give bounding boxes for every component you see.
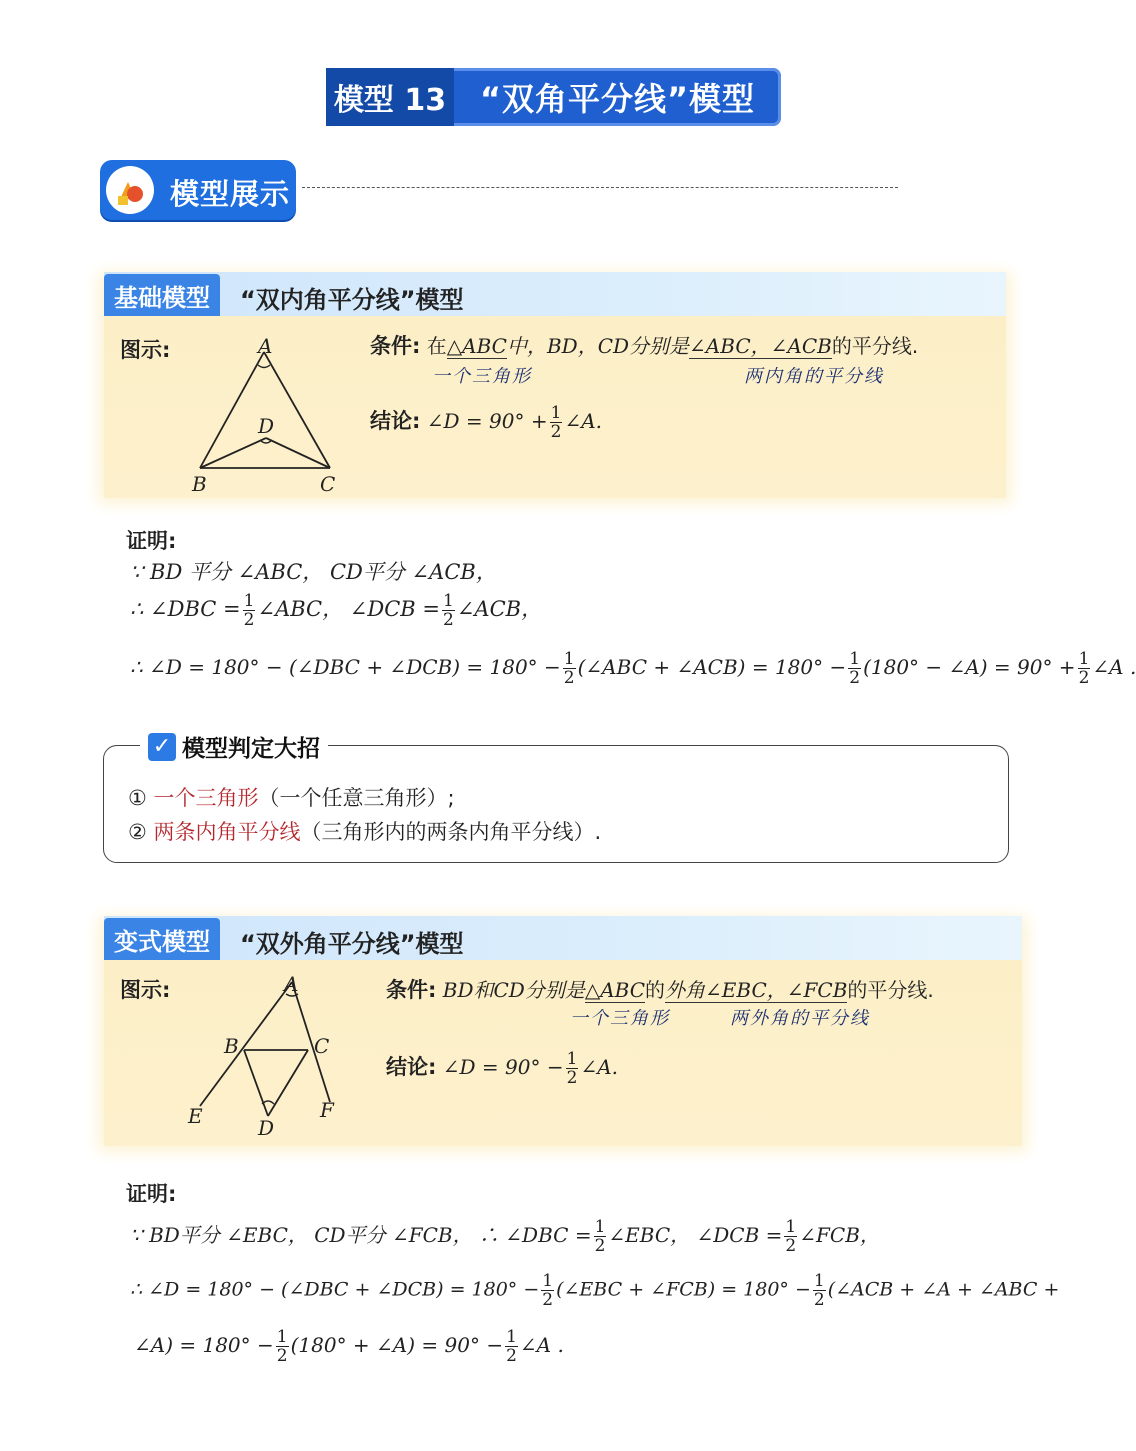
point-e-label: E — [188, 1104, 203, 1128]
page-title — [326, 68, 781, 126]
variant-conclusion-label: 结论: — [386, 1055, 437, 1079]
condition-triangle: △ABC — [446, 334, 507, 358]
section-label: 模型展示 — [170, 177, 291, 211]
conclusion-expr: ∠D = 90° + — [426, 409, 548, 433]
basic-model-tag: 基础模型 — [104, 274, 220, 316]
point-a-label: A — [258, 334, 273, 358]
model-number: 模型 13 — [326, 68, 454, 126]
condition-text: 在 — [426, 334, 447, 358]
basic-conclusion — [370, 404, 602, 441]
basic-proof-line-3: ∴ ∠D = 180° − (∠DBC + ∠DCB) = 180° − $\frac{1}{2}$ (∠ABC + ∠ACB) = 180° − $\frac{1}{2}$ (180° − ∠A) = 90° + $\frac{1}{2}$ ∠A . — [130, 649, 1136, 688]
basic-diagram-label: 图示: — [120, 338, 171, 362]
condition-angles: ∠ABC，∠ACB — [689, 334, 832, 358]
fraction-half: $\frac{1}{2}$ — [550, 403, 562, 442]
variant-proof-line-2: ∴ ∠D = 180° − (∠DBC + ∠DCB) = 180° − $\frac{1}{2}$ (∠EBC + ∠FCB) = 180° − $\frac{1}{2}$ (∠ACB + ∠A + ∠ABC + — [130, 1271, 1060, 1310]
point-a-label: A — [284, 972, 299, 996]
condition-triangle: △ABC — [584, 978, 646, 1002]
checkmark-icon: ✓ — [148, 733, 176, 761]
basic-proof-line-2: ∴ ∠DBC = $\frac{1}{2}$ ∠ABC， ∠DCB = $\frac{1}{2}$ ∠ACB， — [130, 591, 543, 630]
model-name: “双角平分线”模型 — [479, 80, 756, 118]
point-b-label: B — [192, 472, 207, 496]
variant-conclusion — [386, 1050, 618, 1087]
conclusion-expr: ∠A. — [580, 1055, 618, 1079]
variant-proof-line-3: ∠A) = 180° − $\frac{1}{2}$ (180° + ∠A) = 90° − $\frac{1}{2}$ ∠A . — [134, 1327, 564, 1366]
variant-condition-label: 条件: — [386, 978, 437, 1002]
basic-model-title: “双内角平分线”模型 — [240, 286, 464, 314]
point-d-label: D — [258, 414, 275, 438]
condition-angles: 外角∠EBC，∠FCB — [665, 978, 848, 1002]
fraction-half: $\frac{1}{2}$ — [566, 1049, 578, 1088]
point-c-label: C — [314, 1034, 330, 1058]
shapes-icon — [106, 166, 154, 214]
basic-proof-label: 证明: — [126, 529, 177, 553]
condition-text: 的平分线. — [847, 978, 934, 1002]
point-f-label: F — [320, 1098, 334, 1122]
variant-model-tag: 变式模型 — [104, 918, 220, 960]
point-c-label: C — [320, 472, 336, 496]
judge-header — [140, 730, 328, 763]
judge-item-1: ① 一个三角形（一个任意三角形）; — [128, 786, 455, 810]
note-two-exterior-bisectors: 两外角的平分线 — [730, 1008, 870, 1029]
condition-text: BD和CD分别是 — [442, 978, 585, 1002]
condition-text: 中，BD，CD分别是 — [506, 334, 690, 358]
basic-condition — [370, 330, 918, 360]
variant-condition — [386, 974, 934, 1004]
judge-title: 模型判定大招 — [182, 736, 320, 762]
variant-diagram-label: 图示: — [120, 978, 171, 1002]
condition-text: 的平分线. — [831, 334, 919, 358]
variant-model-title: “双外角平分线”模型 — [240, 930, 464, 958]
note-two-interior-bisectors: 两内角的平分线 — [744, 366, 884, 387]
note-one-triangle: 一个三角形 — [432, 366, 532, 387]
point-b-label: B — [224, 1034, 239, 1058]
point-d-label: D — [258, 1116, 275, 1140]
variant-proof-label: 证明: — [126, 1182, 177, 1206]
basic-conclusion-label: 结论: — [370, 409, 421, 433]
condition-text: 的 — [645, 978, 666, 1002]
basic-condition-label: 条件: — [370, 334, 421, 358]
conclusion-expr: ∠D = 90° − — [442, 1055, 564, 1079]
conclusion-expr: ∠A. — [564, 409, 602, 433]
judge-item-2: ② 两条内角平分线（三角形内的两条内角平分线）. — [128, 820, 602, 844]
note-one-triangle: 一个三角形 — [570, 1008, 670, 1029]
basic-proof-line-1: ∵ BD 平分 ∠ABC， CD平分 ∠ACB， — [130, 560, 497, 584]
variant-proof-line-1: ∵ BD平分 ∠EBC， CD平分 ∠FCB， ∴ ∠DBC = $\frac{1}{2}$ ∠EBC， ∠DCB = $\frac{1}{2}$ ∠FCB， — [130, 1217, 880, 1256]
section-divider — [302, 187, 898, 188]
